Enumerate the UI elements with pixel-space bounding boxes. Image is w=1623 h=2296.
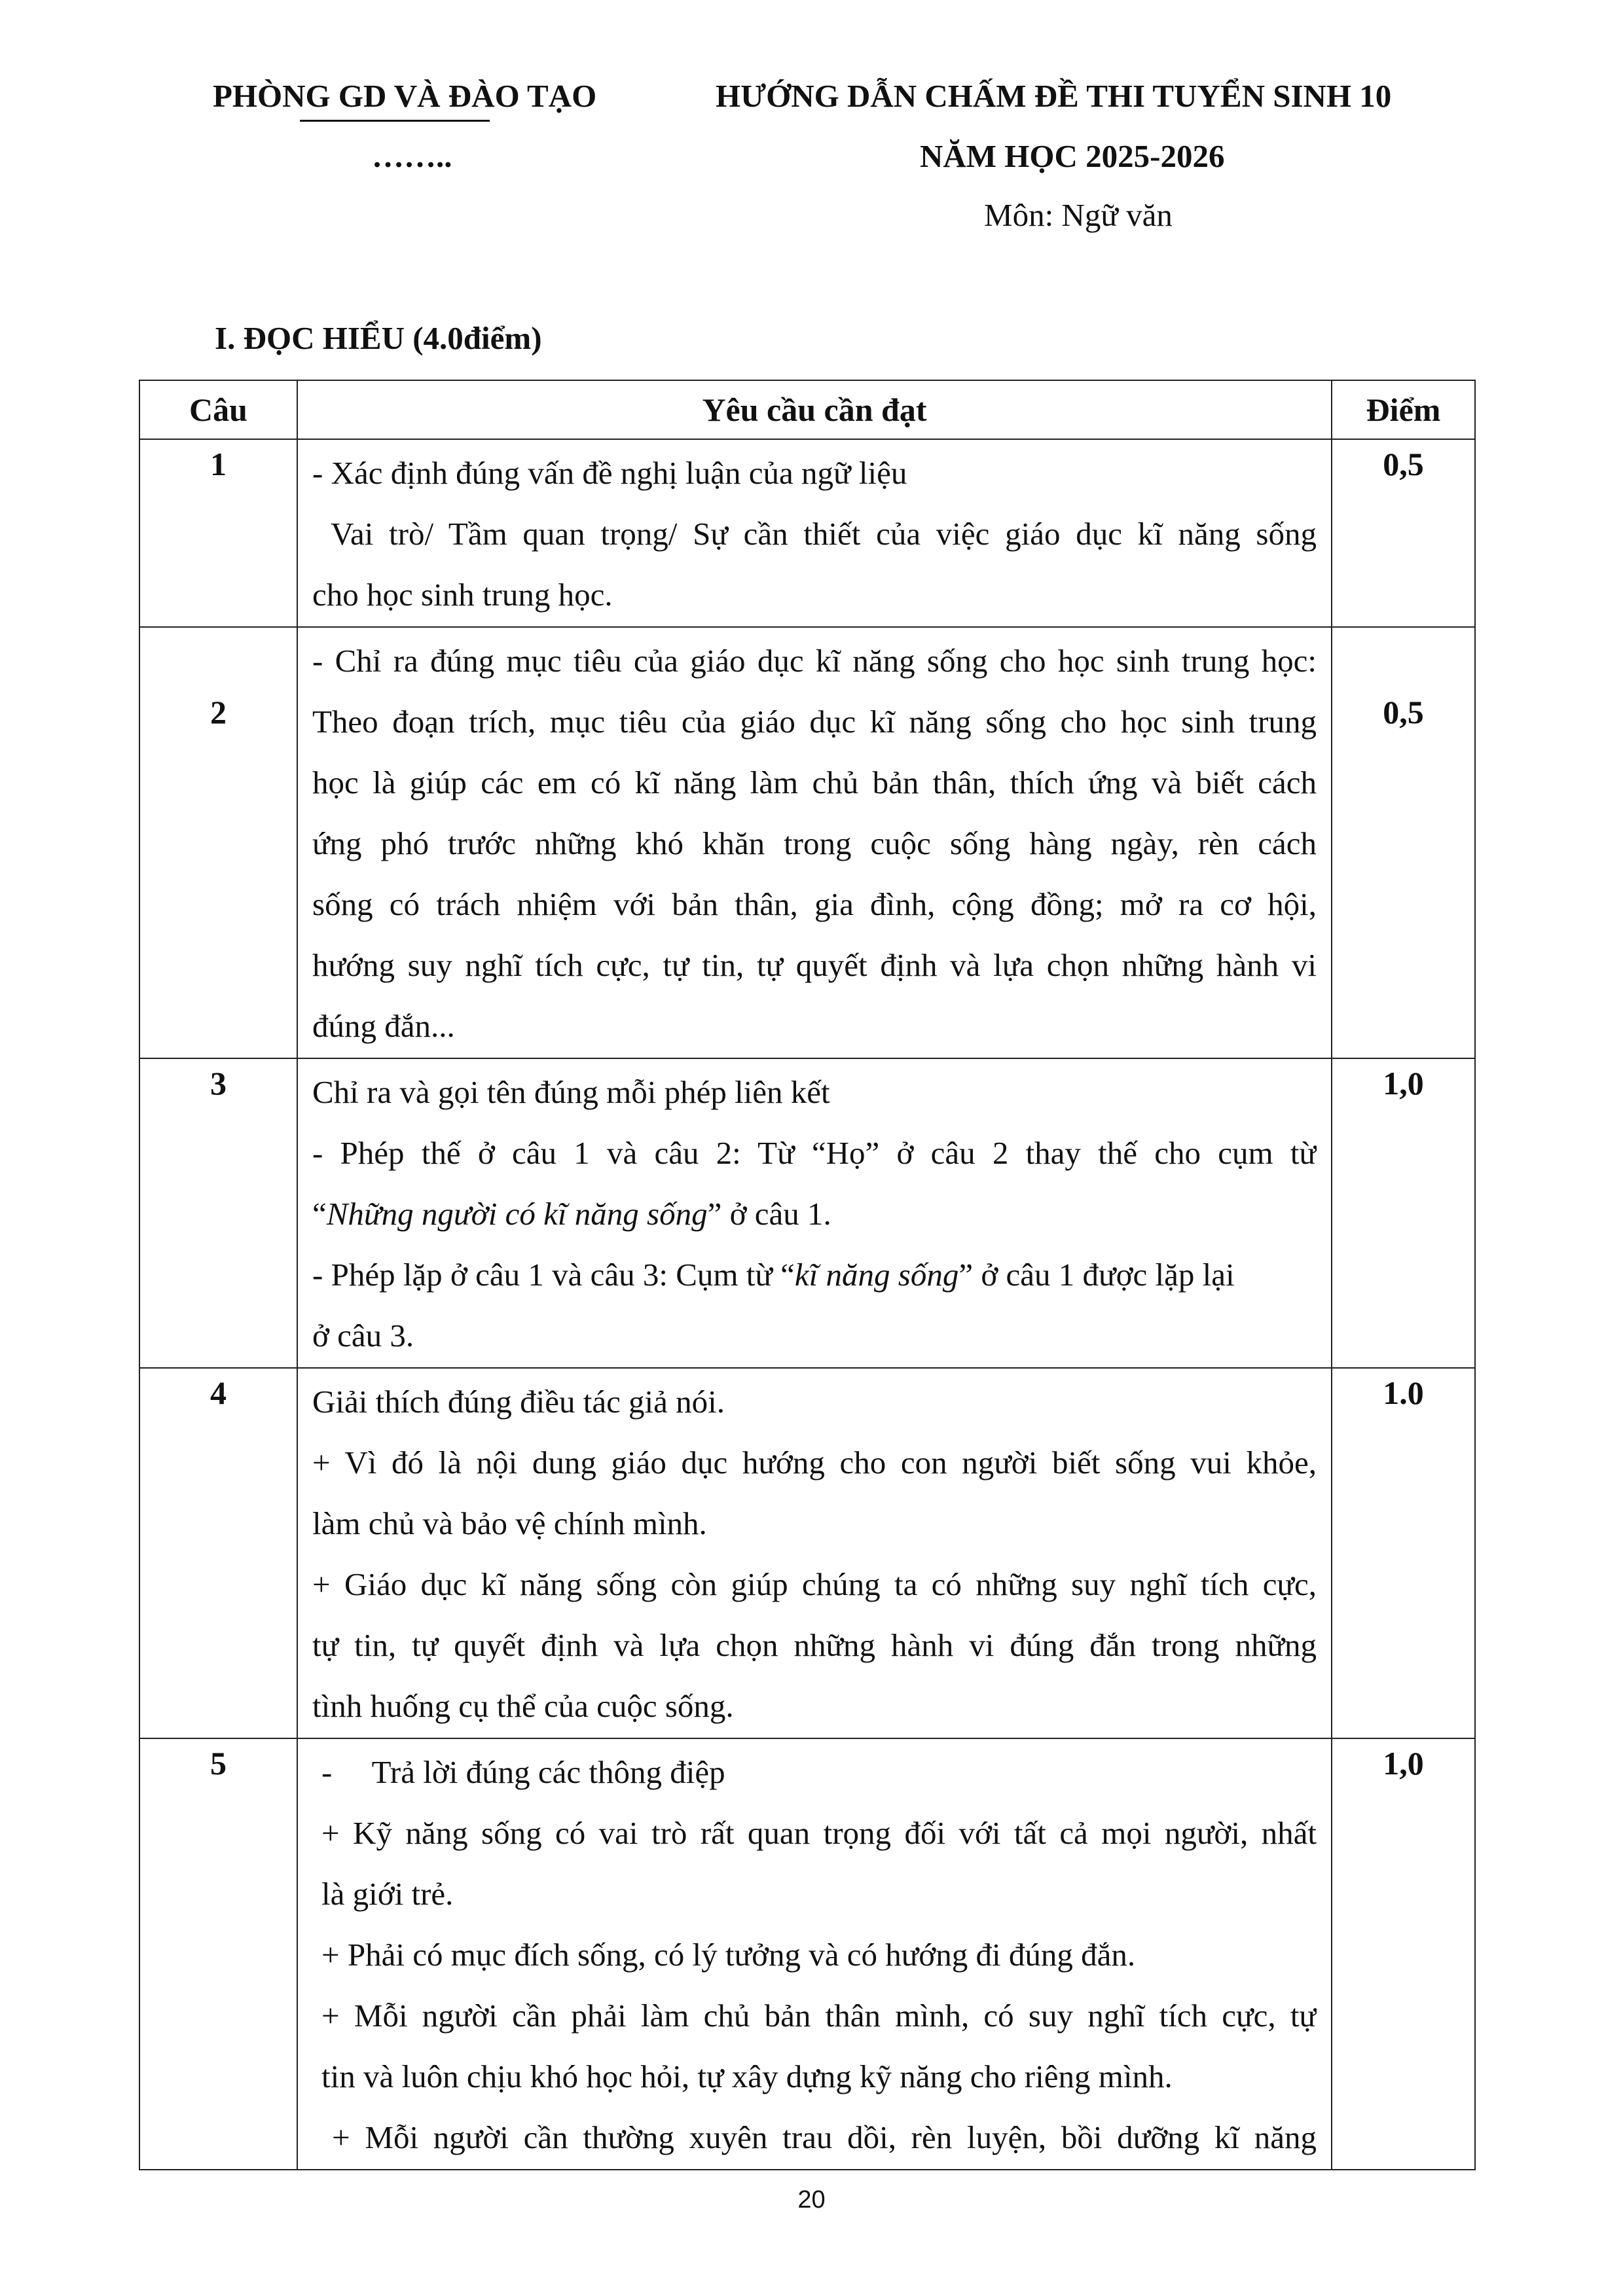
table-row bbox=[139, 1058, 1475, 1368]
requirement-cell bbox=[297, 1058, 1332, 1368]
table-row bbox=[139, 1738, 1475, 2170]
question-number: 4 bbox=[139, 1368, 297, 1738]
requirement-line: + Mỗi người cần thường xuyên trau dồi, rèn luyện, bồi dưỡng kĩ năng bbox=[332, 2119, 1317, 2155]
requirement-line: hướng suy nghĩ tích cực, tự tin, tự quyết định và lựa chọn những hành vi bbox=[312, 947, 1317, 983]
requirement-line: Giải thích đúng điều tác giả nói. bbox=[312, 1384, 725, 1420]
requirement-line: + Mỗi người cần phải làm chủ bản thân mình, có suy nghĩ tích cực, tự bbox=[321, 1998, 1317, 2034]
requirement-line: + Vì đó là nội dung giáo dục hướng cho con người biết sống vui khỏe, bbox=[312, 1444, 1317, 1480]
score-value: 1.0 bbox=[1332, 1368, 1475, 1738]
requirement-line: sống có trách nhiệm với bản thân, gia đình, cộng đồng; mở ra cơ hội, bbox=[312, 886, 1317, 922]
school-year: NĂM HỌC 2025-2026 bbox=[920, 138, 1225, 174]
requirement-cell bbox=[297, 627, 1332, 1058]
requirement-line: - Phép thế ở câu 1 và câu 2: Từ “Họ” ở câu 2 thay thế cho cụm từ bbox=[312, 1135, 1317, 1171]
subject-label: Môn: Ngữ văn bbox=[984, 197, 1173, 233]
requirement-line: làm chủ và bảo vệ chính mình. bbox=[312, 1505, 707, 1541]
requirement-cell bbox=[297, 1738, 1332, 2170]
requirement-cell bbox=[297, 1368, 1332, 1738]
department-name: PHÒNG GD VÀ ĐÀO TẠO bbox=[213, 78, 597, 114]
score-value: 0,5 bbox=[1332, 627, 1475, 1058]
header-question: Câu bbox=[139, 380, 297, 439]
requirement-line: + Giáo dục kĩ năng sống còn giúp chúng ta có những suy nghĩ tích cực, bbox=[312, 1566, 1317, 1602]
requirement-line: + Kỹ năng sống có vai trò rất quan trọng đối với tất cả mọi người, nhất bbox=[321, 1815, 1317, 1851]
header-score: Điểm bbox=[1332, 380, 1475, 439]
requirement-line: - Trả lời đúng các thông điệp bbox=[321, 1754, 725, 1790]
requirement-line: tình huống cụ thể của cuộc sống. bbox=[312, 1688, 734, 1724]
requirement-line: + Phải có mục đích sống, có lý tưởng và có hướng đi đúng đắn. bbox=[321, 1937, 1136, 1973]
requirement-line: tự tin, tự quyết định và lựa chọn những hành vi đúng đắn trong những bbox=[312, 1627, 1317, 1663]
requirement-line: học là giúp các em có kĩ năng làm chủ bản thân, thích ứng và biết cách bbox=[312, 764, 1317, 800]
question-number: 5 bbox=[139, 1738, 297, 2170]
requirement-line: - Phép lặp ở câu 1 và câu 3: Cụm từ “kĩ năng sống” ở câu 1 được lặp lại bbox=[312, 1257, 1235, 1293]
score-value: 1,0 bbox=[1332, 1738, 1475, 2170]
requirement-line: - Xác định đúng vấn đề nghị luận của ngữ liệu bbox=[312, 455, 907, 491]
header-requirement: Yêu cầu cần đạt bbox=[297, 380, 1332, 439]
requirement-line: - Chỉ ra đúng mục tiêu của giáo dục kĩ năng sống cho học sinh trung học: bbox=[312, 643, 1317, 679]
score-value: 0,5 bbox=[1332, 439, 1475, 627]
department-placeholder: …….. bbox=[372, 138, 452, 174]
requirement-line: Theo đoạn trích, mục tiêu của giáo dục kĩ năng sống cho học sinh trung bbox=[312, 704, 1317, 740]
question-number: 1 bbox=[139, 439, 297, 627]
quoted-phrase: Những người có kĩ năng sống bbox=[326, 1196, 708, 1232]
requirement-cell bbox=[297, 439, 1332, 627]
requirement-line: ứng phó trước những khó khăn trong cuộc sống hàng ngày, rèn cách bbox=[312, 825, 1317, 861]
department-underline bbox=[300, 120, 490, 122]
document-title: HƯỚNG DẪN CHẤM ĐỀ THI TUYỂN SINH 10 bbox=[716, 78, 1392, 114]
table-row bbox=[139, 627, 1475, 1058]
requirement-line: ở câu 3. bbox=[312, 1318, 414, 1354]
score-value: 1,0 bbox=[1332, 1058, 1475, 1368]
requirement-line: là giới trẻ. bbox=[321, 1876, 454, 1912]
page-number: 20 bbox=[797, 2186, 826, 2214]
requirement-line: Chỉ ra và gọi tên đúng mỗi phép liên kết bbox=[312, 1074, 830, 1110]
section-title: I. ĐỌC HIỂU (4.0điểm) bbox=[215, 320, 542, 356]
quoted-phrase: kĩ năng sống bbox=[794, 1257, 959, 1293]
requirement-line: cho học sinh trung học. bbox=[312, 577, 613, 613]
table-row bbox=[139, 1368, 1475, 1738]
requirement-line: “Những người có kĩ năng sống” ở câu 1. bbox=[312, 1196, 831, 1232]
table-header-row bbox=[139, 380, 1475, 439]
table-row bbox=[139, 439, 1475, 627]
question-number: 2 bbox=[139, 627, 297, 1058]
requirement-line: Vai trò/ Tầm quan trọng/ Sự cần thiết của việc giáo dục kĩ năng sống bbox=[331, 516, 1317, 552]
requirement-line: tin và luôn chịu khó học hỏi, tự xây dựng kỹ năng cho riêng mình. bbox=[321, 2058, 1173, 2094]
grading-table bbox=[139, 380, 1476, 2170]
question-number: 3 bbox=[139, 1058, 297, 1368]
requirement-line: đúng đắn... bbox=[312, 1008, 455, 1044]
